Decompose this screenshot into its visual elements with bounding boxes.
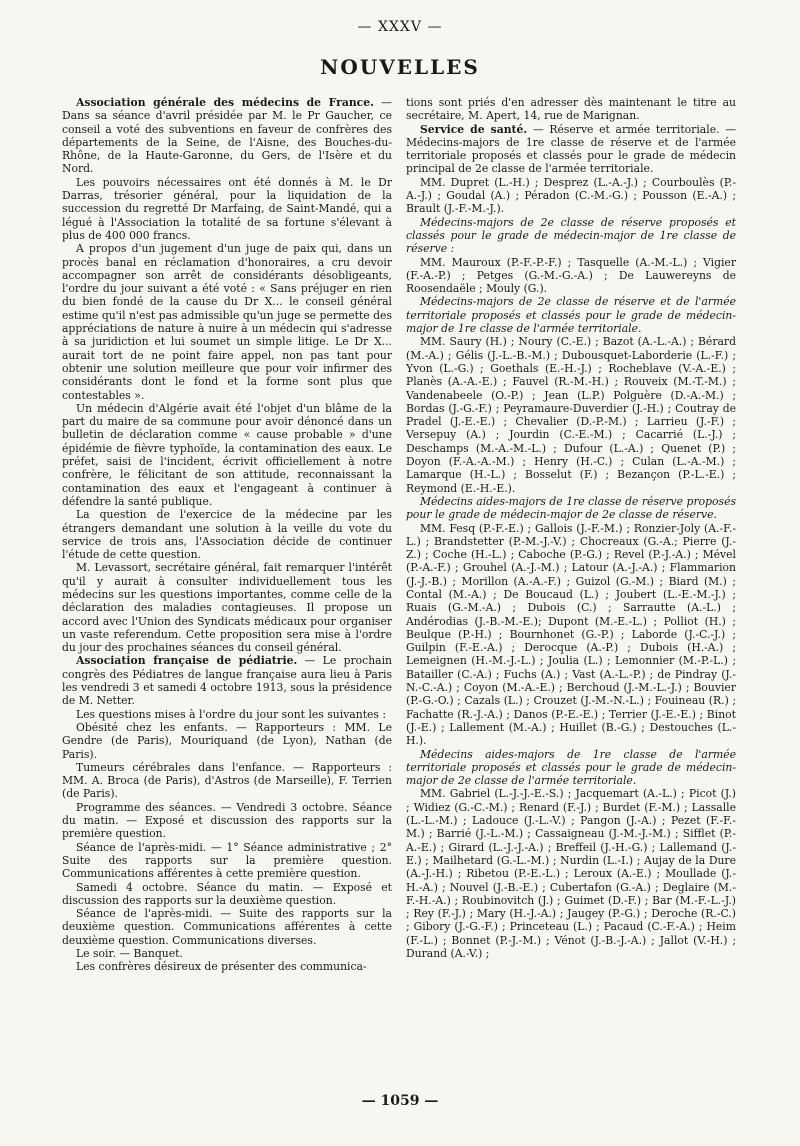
section-title: NOUVELLES [320, 55, 480, 79]
paragraph [62, 242, 392, 402]
paragraph-text: Séance de l'après-midi. — 1° Séance administrative ; 2° Suite des rapports sur la première question. Communications afférentes à cette première question. [62, 840, 392, 881]
paragraph [406, 216, 736, 256]
paragraph [62, 721, 392, 761]
paragraph [62, 960, 392, 973]
paragraph [406, 495, 736, 522]
paragraph [406, 787, 736, 960]
paragraph [406, 123, 736, 176]
paragraph [62, 907, 392, 947]
paragraph-text: Programme des séances. — Vendredi 3 octobre. Séance du matin. — Exposé et discussion des rapports sur la première question. [62, 800, 392, 841]
paragraph-text: Médecins-majors de 2e classe de réserve et de l'armée territoriale proposés et classés pour le grade de médecin-major de 1re classe de l'armée territoriale. [406, 295, 736, 336]
paragraph [406, 96, 736, 123]
paragraph [62, 841, 392, 881]
paragraph-lead: Service de santé. [420, 122, 528, 136]
paragraph [406, 295, 736, 335]
paragraph [62, 947, 392, 960]
paragraph [62, 561, 392, 654]
paragraph-text: tions sont priés d'en adresser dès maintenant le titre au secrétaire, M. Apert, 14, rue de Marignan. [406, 96, 736, 123]
paragraph [406, 256, 736, 296]
right-column [406, 96, 736, 1096]
paragraph [62, 881, 392, 908]
paragraph-text: MM. Dupret (L.-H.) ; Desprez (L.-A.-J.) ; Courboulès (P.-A.-J.) ; Goudal (A.) ; Péradon (C.-M.-G.) ; Pousson (E.-A.) ; Brault (J.-F.-M.-J.). [406, 175, 736, 216]
paragraph-text: Le soir. — Banquet. [76, 947, 183, 960]
paragraph [406, 748, 736, 788]
paragraph-text: — Réserve et armée territoriale. — Médecins-majors de 1re classe de réserve et de l'armée territoriale proposés et classés pour le grade de médecin principal de 2e classe de l'armée territoriale. [406, 122, 736, 176]
paragraph-text: Tumeurs cérébrales dans l'enfance. — Rapporteurs : MM. A. Broca (de Paris), d'Astros (de Marseille), F. Terrien (de Paris). [62, 760, 392, 801]
page-number: — 1059 — [361, 1093, 439, 1109]
paragraph [406, 176, 736, 216]
paragraph-text: Les pouvoirs nécessaires ont été donnés à M. le Dr Darras, trésorier général, pour la liquidation de la succession du regretté Dr Marfaing, de Saint-Mandé, qui a légué à l'Association la totalité de sa fortune s'élevant à plus de 400 000 francs. [62, 175, 392, 242]
left-column [62, 96, 392, 1096]
paragraph-lead: Association française de pédiatrie. [76, 654, 298, 668]
paragraph [406, 335, 736, 495]
paragraph-text: Un médecin d'Algérie avait été l'objet d'un blâme de la part du maire de sa commune pour avoir dénoncé dans un bulletin de déclaration comme « cause probable » d'une épidémie de fièvre typhoïde, la contamination des eaux. Le préfet, saisi de l'incident, écrivit officiellement à notre confrère, le félicitant de son attitude, reconnaissant la contamination des eaux et l'engageant à continuer à défendre la santé publique. [62, 401, 392, 508]
paragraph-text: Séance de l'après-midi. — Suite des rapports sur la deuxième question. Communications afférentes à cette deuxième question. Communications diverses. [62, 907, 392, 947]
paragraph [62, 654, 392, 707]
paragraph-text: Les confrères désireux de présenter des communica- [76, 960, 367, 974]
paragraph [62, 801, 392, 841]
paragraph-text: MM. Gabriel (L.-J.-J.-E.-S.) ; Jacquemart (A.-L.) ; Picot (J.) ; Widiez (G.-C.-M.) ; Renard (F.-J.) ; Burdet (F.-M.) ; Lassalle (L.-L.-M.) ; Ladouce (J.-L.-V.) ; Pangon (J.-A.) ; Pezet (F.-F.-M.) ; Barrié (J.-L.-M.) ; Cassaigneau (J.-M.-J.-M.) ; Sifflet (P.-A.-E.) ; Girard (L.-J.-J.-A.) ; Breffeil (J.-H.-G.) ; Lallemand (J.-E.) ; Mailhetard (G.-L.-M.) ; Nurdin (L.-I.) ; Aujay de la Dure (A.-J.-H.) ; Ribetou (P.-E.-L.) ; Leroux (A.-E.) ; Moullade (J.-H.-A.) ; Nouvel (J.-B.-E.) ; Cubertafon (G.-A.) ; Deglaire (M.-F.-H.-A.) ; Roubinovitch (J.) ; Guimet (D.-F.) ; Bar (M.-F.-L.-J.) ; Rey (F.-J.) ; Mary (H.-J.-A.) ; Jaugey (P.-G.) ; Deroche (R.-C.) ; Gibory (J.-G.-F.) ; Princeteau (L.) ; Pacaud (C.-F.-A.) ; Heim (F.-L.) ; Bonnet (P.-J.-M.) ; Vénot (J.-B.-J.-A.) ; Jallot (V.-H.) ; Durand (A.-V.) ; [406, 787, 736, 960]
paragraph-text: Les questions mises à l'ordre du jour sont les suivantes : [76, 707, 387, 721]
paragraph-text: — Dans sa séance d'avril présidée par M. le Pr Gaucher, ce conseil a voté des subventions en faveur de confrères des départements de la Seine, de l'Aisne, des Bouches-du-Rhône, de la Haute-Garonne, du Gers, de l'Isère et du Nord. [62, 96, 392, 176]
paragraph-text: MM. Mauroux (P.-F.-P.-F.) ; Tasquelle (A.-M.-L.) ; Vigier (F.-A.-P.) ; Petges (G.-M.-G.-A.) ; De Lauwereyns de Roosendaële ; Mouly (G.). [406, 255, 736, 296]
paragraph [62, 96, 392, 176]
paragraph [62, 402, 392, 508]
running-header: — XXXV — [357, 19, 443, 35]
paragraph-text: Médecins-majors de 2e classe de réserve proposés et classés pour le grade de médecin-major de 1re classe de réserve : [406, 215, 736, 256]
paragraph [62, 508, 392, 561]
paragraph-text: Médecins aides-majors de 1re classe de l'armée territoriale proposés et classés pour le grade de médecin-major de 2e classe de l'armée territoriale. [406, 747, 736, 788]
paragraph-text: La question de l'exercice de la médecine par les étrangers demandant une solution à la veille du vote du service de trois ans, l'Association décide de continuer l'étude de cette question. [62, 508, 392, 562]
paragraph-text: Samedi 4 octobre. Séance du matin. — Exposé et discussion des rapports sur la deuxième question. [62, 880, 392, 907]
paragraph-text: Obésité chez les enfants. — Rapporteurs : MM. Le Gendre (de Paris), Mouriquand (de Lyon), Nathan (de Paris). [62, 720, 392, 761]
paragraph [406, 522, 736, 748]
paragraph [62, 761, 392, 801]
paragraph-text: MM. Saury (H.) ; Noury (C.-E.) ; Bazot (A.-L.-A.) ; Bérard (M.-A.) ; Gélis (J.-L.-B.-M.) ; Dubousquet-Laborderie (L.-F.) ; Yvon (L.-G.) ; Goethals (E.-H.-J.) ; Rocheblave (V.-A.-E.) ; Planès (A.-A.-E.) ; Fauvel (R.-M.-H.) ; Rouveix (M.-T.-M.) ; Vandenabeele (O.-P.) ; Jean (L.P.) Polguère (D.-A.-M.) ; Bordas (J.-G.-F.) ; Peyramaure-Duverdier (J.-H.) ; Coutray de Pradel (J.-E.-E.) ; Chevalier (D.-P.-M.) ; Larrieu (J.-F.) ; Versepuy (A.) ; Jourdin (C.-E.-M.) ; Cacarrié (L.-J.) ; Deschamps (M.-A.-M.-L.) ; Dufour (L.-A.) ; Quenet (P.) ; Doyon (F.-A.-A.-M.) ; Henry (H.-C.) ; Culan (L.-A.-M.) ; Lamarque (H.-L.) ; Bosselut (F.) ; Bezançon (P.-L.-E.) ; Reymond (E.-H.-E.). [406, 335, 736, 495]
paragraph-text: Médecins aides-majors de 1re classe de réserve proposés pour le grade de médecin-major de 2e classe de réserve. [406, 494, 736, 522]
paragraph-text: MM. Fesq (P.-F.-E.) ; Gallois (J.-F.-M.) ; Ronzier-Joly (A.-F.-L.) ; Brandstetter (P.-M.-J.-V.) ; Chocreaux (G.-A.; Pierre (J.-Z.) ; Coche (H.-L.) ; Caboche (P.-G.) ; Revel (P.-J.-A.) ; Mével (P.-A.-F.) ; Grouhel (A.-J.-M.) ; Latour (A.-J.-A.) ; Flammarion (J.-J.-B.) ; Morillon (A.-A.-F.) ; Guizol (G.-M.) ; Biard (M.) ; Contal (M.-A.) ; De Boucaud (L.) ; Joubert (L.-E.-M.-J.) ; Ruais (G.-M.-A.) ; Dubois (C.) ; Sarrautte (A.-L.) ; Andérodias (J.-B.-M.-E.); Dupont (M.-E.-L.) ; Polliot (H.) ; Beulque (P.-H.) ; Bournhonet (G.-P.) ; Laborde (J.-C.-J.) ; Guilpin (F.-E.-A.) ; Derocque (A.-P.) ; Dubois (H.-A.) ; Lemeignen (H.-M.-J.-L.) ; Joulia (L.) ; Lemonnier (M.-P.-L.) ; Batailler (C.-A.) ; Fuchs (A.) ; Vast (A.-L.-P.) ; de Pindray (J.-N.-C.-A.) ; Coyon (M.-A.-E.) ; Berchoud (J.-M.-L.-J.) ; Bouvier (P.-G.-O.) ; Cazals (L.) ; Crouzet (J.-M.-N.-L.) ; Fouineau (R.) ; Fachatte (R.-J.-A.) ; Danos (P.-E.-E.) ; Terrier (J.-E.-E.) ; Binot (J.-E.) ; Lallement (M.-A.) ; Huillet (B.-G.) ; Destouches (L.-H.). [406, 521, 736, 748]
paragraph-text: M. Levassort, secrétaire général, fait remarquer l'intérêt qu'il y aurait à consulter individuellement tous les médecins sur les questions importantes, comme celle de la déclaration des maladies contagieuses. Il propose un accord avec l'Union des Syndicats médicaux pour organiser un vaste referendum. Cette proposition sera mise à l'ordre du jour des prochaines séances du conseil général. [62, 561, 392, 655]
paragraph-text: — Le prochain congrès des Pédiatres de langue française aura lieu à Paris les vendredi 3 et samedi 4 octobre 1913, sous la présidence de M. Netter. [62, 654, 392, 708]
paragraph [62, 708, 392, 721]
paragraph-text: A propos d'un jugement d'un juge de paix qui, dans un procès banal en réclamation d'honoraires, a cru devoir accompagner son arrêt de considérants désobligeants, l'ordre du jour suivant a été voté : « Sans préjuger en rien du bien fondé de la cause du Dr X... le conseil général estime qu'il n'est pas admissible qu'un juge se permette des appréciations de nature à nuire à un médecin qui s'adresse à sa juridiction et lui soumet un simple litige. Le Dr X... aurait tort de ne point faire appel, non pas tant pour obtenir une solution meilleure que pour voir infirmer des considérants dont le fond et la forme sont plus que contestables ». [62, 242, 392, 402]
paragraph-lead: Association générale des médecins de France. [76, 96, 374, 109]
paragraph [62, 176, 392, 242]
